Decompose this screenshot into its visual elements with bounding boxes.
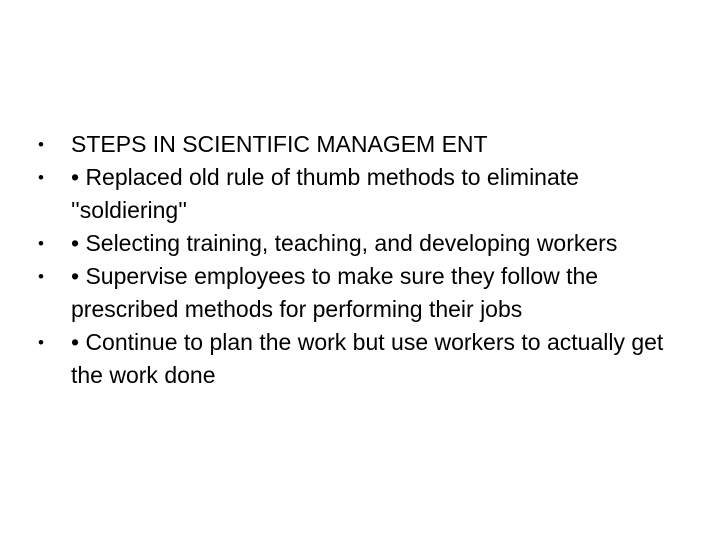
bullet-text: • Continue to plan the work but use workers to actually get the work done xyxy=(71,329,664,388)
bullet-text: • Replaced old rule of thumb methods to eliminate ''soldiering'' xyxy=(71,164,579,223)
bullet-text: • Selecting training, teaching, and developing workers xyxy=(71,230,618,256)
bullet-marker: • xyxy=(38,234,44,253)
bullet-item-title xyxy=(38,128,698,161)
bullet-text: STEPS IN SCIENTIFIC MANAGEM ENT xyxy=(71,131,488,157)
bullet-marker: • xyxy=(38,267,44,286)
bullet-item-replaced-methods xyxy=(38,161,698,227)
bullet-marker: • xyxy=(38,135,44,154)
bullet-marker: • xyxy=(38,168,44,187)
bullet-marker: • xyxy=(38,333,44,352)
bullet-item-supervise-employees xyxy=(38,260,698,326)
bullet-item-selecting-workers xyxy=(38,227,698,260)
bullet-item-continue-plan xyxy=(38,326,698,392)
bullet-text: • Supervise employees to make sure they follow the prescribed methods for performing their jobs xyxy=(71,263,599,322)
bullet-list xyxy=(38,128,698,392)
